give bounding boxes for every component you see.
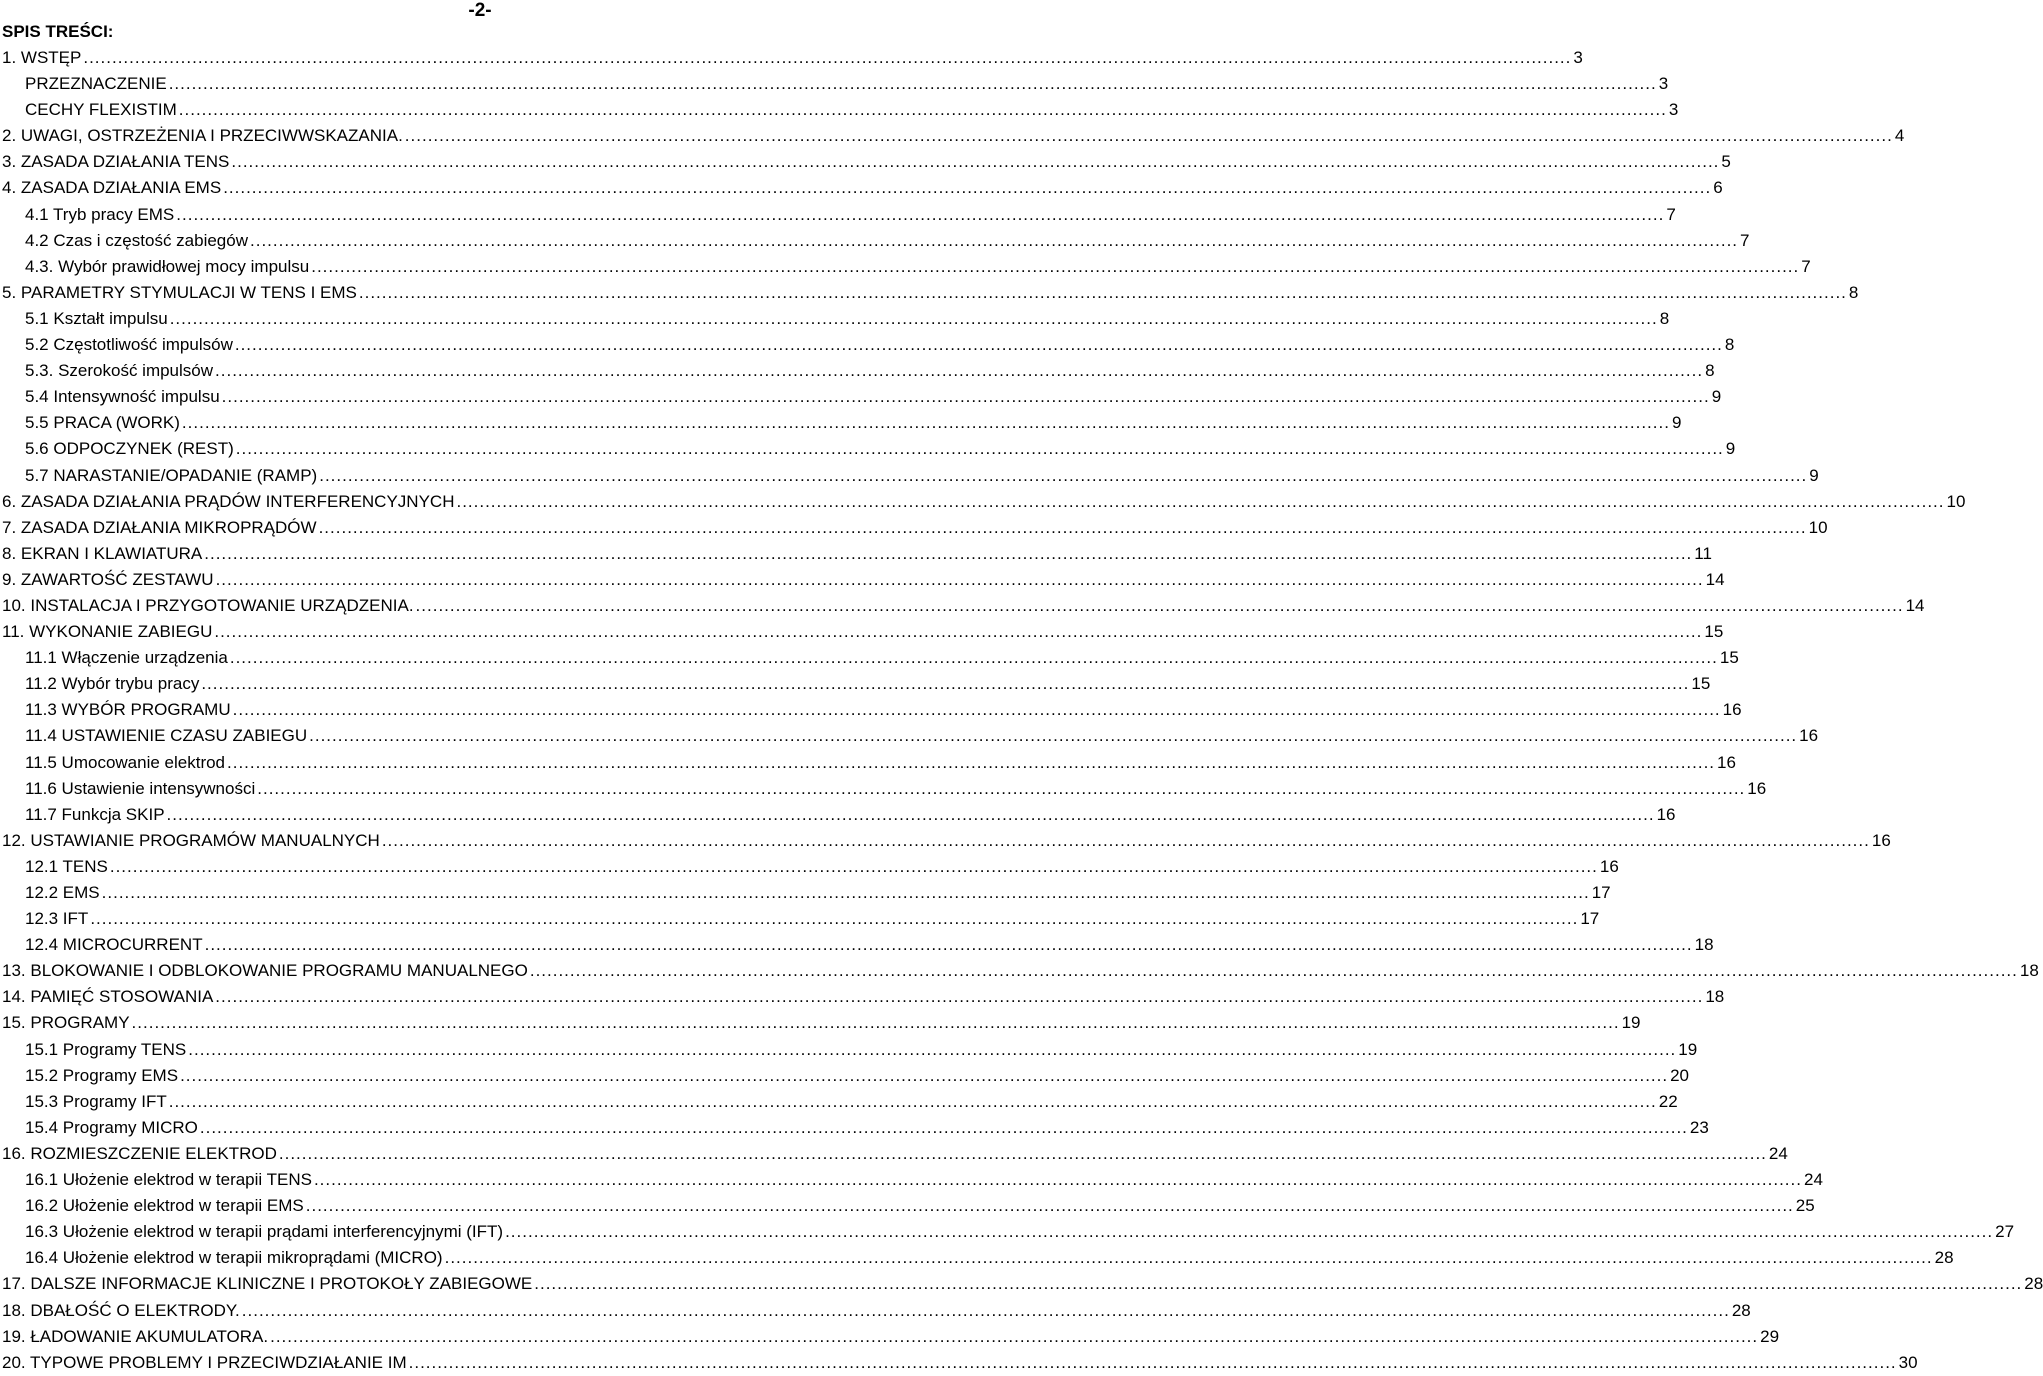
toc-entry-title: 9. ZAWARTOŚĆ ZESTAWU [2, 569, 214, 589]
toc-entry-page: 3 [1658, 74, 1669, 94]
toc-entry[interactable] [2, 306, 1670, 332]
toc-entry[interactable] [2, 410, 1682, 436]
toc-entry-page: 18 [2019, 961, 2039, 981]
toc-entry[interactable] [2, 123, 1905, 149]
toc-entry-title: CECHY FLEXISTIM [25, 100, 177, 120]
toc-entry[interactable] [2, 958, 2039, 984]
toc-entry-page: 19 [1621, 1013, 1641, 1033]
toc-entry-title: 16.1 Ułożenie elektrod w terapii TENS [25, 1170, 312, 1190]
toc-entry-title: 12.2 EMS [25, 883, 100, 902]
toc-entry[interactable] [2, 854, 1619, 880]
toc-entry-page: 19 [1678, 1039, 1698, 1059]
toc-entry-title: 5.6 ODPOCZYNEK (REST) [25, 439, 234, 459]
dot-leader [505, 1219, 1993, 1245]
dot-leader [270, 1324, 1758, 1350]
toc-entry-title: 16.2 Ułożenie elektrod w terapii EMS [25, 1196, 304, 1216]
dot-leader [311, 254, 1799, 280]
dot-leader [216, 567, 1704, 593]
toc-entry-title: 11.3 WYBÓR PROGRAMU [25, 700, 231, 720]
toc-entry[interactable] [2, 1245, 1954, 1271]
toc-entry-title: 18. DBAŁOŚĆ O ELEKTRODY. [2, 1300, 240, 1320]
dot-leader [233, 697, 1721, 723]
toc-entry-page: 11 [1694, 543, 1712, 563]
toc-entry[interactable] [2, 880, 1611, 906]
dot-leader [200, 1115, 1688, 1141]
toc-entry-title: 16.4 Ułożenie elektrod w terapii mikroprądami (MICRO) [25, 1248, 443, 1268]
toc-entry-page: 18 [1705, 987, 1725, 1007]
toc-entry[interactable] [2, 619, 1724, 645]
toc-entry[interactable] [2, 1193, 1815, 1219]
toc-entry-title: 15.1 Programy TENS [25, 1039, 187, 1059]
toc-entry-title: 10. INSTALACJA I PRZYGOTOWANIE URZĄDZENIA. [2, 595, 414, 615]
dot-leader [227, 750, 1715, 776]
dot-leader [180, 1063, 1668, 1089]
toc-entry[interactable] [2, 776, 1767, 802]
toc-entry-title: 3. ZASADA DZIAŁANIA TENS [2, 152, 230, 172]
toc-entry-title: 15.3 Programy IFT [25, 1091, 167, 1111]
toc-entry[interactable] [2, 1141, 1788, 1167]
dot-leader [250, 228, 1738, 254]
toc-entry-page: 8 [1848, 282, 1859, 302]
toc-entry-page: 16 [1599, 856, 1619, 876]
toc-entry-title: 5. PARAMETRY STYMULACJI W TENS I EMS [2, 282, 357, 302]
toc-entry-title: 11.1 Włączenie urządzenia [25, 648, 228, 668]
toc-entry-page: 25 [1795, 1196, 1815, 1216]
toc-heading: SPIS TREŚCI: [2, 22, 114, 41]
dot-leader [215, 358, 1703, 384]
toc-entry-title: 19. ŁADOWANIE AKUMULATORA. [2, 1326, 269, 1346]
toc-entry-page: 30 [1898, 1352, 1918, 1372]
toc-entry-title: 11.4 USTAWIENIE CZASU ZABIEGU [25, 726, 308, 746]
toc-entry[interactable] [2, 671, 1711, 697]
toc-entry-title: 8. EKRAN I KLAWIATURA [2, 543, 203, 563]
toc-entry-page: 18 [1694, 935, 1714, 955]
toc-entry[interactable] [2, 906, 1600, 932]
toc-entry-title: 12. USTAWIANIE PROGRAMÓW MANUALNYCH [2, 830, 380, 850]
dot-leader [110, 854, 1598, 880]
toc-entry[interactable] [2, 802, 1676, 828]
toc-entry-title: 5.3. Szerokość impulsów [25, 361, 214, 381]
toc-entry-title: PRZEZNACZENIE [25, 74, 167, 94]
dot-leader [167, 802, 1655, 828]
toc-entry[interactable] [2, 149, 1731, 175]
dot-leader [534, 1271, 2022, 1297]
toc-entry-page: 10 [1946, 491, 1966, 511]
dot-leader [223, 175, 1711, 201]
toc-entry-title: 7. ZASADA DZIAŁANIA MIKROPRĄDÓW [2, 517, 317, 537]
page-number: -2- [468, 0, 492, 21]
toc-entry-page: 7 [1666, 204, 1676, 224]
toc-entry[interactable] [2, 645, 1739, 671]
toc-entry-title: 11.6 Ustawienie intensywności [25, 778, 256, 798]
toc-entry[interactable] [2, 1037, 1698, 1063]
toc-entry-page: 3 [1573, 48, 1583, 67]
toc-entry[interactable] [2, 1167, 1823, 1193]
dot-leader [188, 1037, 1676, 1063]
toc-entry-title: 16.3 Ułożenie elektrod w terapii prądami interferencyjnymi (IFT) [25, 1222, 504, 1242]
dot-leader [90, 906, 1578, 932]
dot-leader [309, 723, 1797, 749]
dot-leader [416, 593, 1904, 619]
toc-entry-page: 14 [1705, 569, 1725, 589]
dot-leader [102, 880, 1590, 906]
toc-entry-page: 16 [1799, 726, 1819, 746]
toc-entry-page: 27 [1995, 1222, 2015, 1242]
toc-entry-title: 6. ZASADA DZIAŁANIA PRĄDÓW INTERFERENCYJNYCH [2, 491, 455, 511]
dot-leader [170, 306, 1658, 332]
toc-entry-page: 23 [1689, 1117, 1709, 1137]
toc-entry-title: 11.2 Wybór trybu pracy [25, 674, 200, 694]
toc-entry-title: 4.2 Czas i częstość zabiegów [25, 230, 248, 250]
toc-entry-title: 11. WYKONANIE ZABIEGU [2, 622, 213, 642]
dot-leader [179, 97, 1667, 123]
dot-leader [382, 828, 1870, 854]
toc-entry-title: 1. WSTĘP [2, 48, 82, 67]
toc-entry-title: 16. ROZMIESZCZENIE ELEKTROD [2, 1143, 277, 1163]
toc-entry[interactable] [2, 1089, 1678, 1115]
dot-leader [169, 71, 1657, 97]
toc-entry[interactable] [2, 1063, 1690, 1089]
toc-entry-page: 16 [1656, 804, 1676, 824]
toc-entry-page: 9 [1809, 465, 1819, 485]
toc-entry-title: 15. PROGRAMY [2, 1013, 130, 1033]
dot-leader [215, 984, 1703, 1010]
dot-leader [456, 489, 1944, 515]
toc-entry-page: 8 [1659, 308, 1670, 328]
toc-entry-page: 24 [1768, 1143, 1788, 1163]
toc-entry-page: 16 [1722, 700, 1742, 720]
toc-entry[interactable] [2, 515, 1828, 541]
toc-entry[interactable] [2, 593, 1925, 619]
toc-entry[interactable] [2, 175, 1723, 201]
toc-entry-page: 17 [1580, 909, 1600, 929]
toc-entry-title: 5.5 PRACA (WORK) [25, 413, 180, 433]
toc-entry[interactable] [2, 828, 1891, 854]
toc-entry[interactable] [2, 489, 1966, 515]
dot-leader [132, 1010, 1620, 1036]
toc-entry-page: 14 [1905, 595, 1925, 615]
toc-entry-page: 29 [1760, 1326, 1780, 1346]
toc-entry[interactable] [2, 280, 1859, 306]
toc-entry[interactable] [2, 697, 1742, 723]
toc-entry-title: 14. PAMIĘĆ STOSOWANIA [2, 987, 214, 1007]
toc-entry[interactable] [2, 1271, 2043, 1297]
toc-entry[interactable] [2, 1219, 2015, 1245]
dot-leader [222, 384, 1710, 410]
toc-entry[interactable] [2, 723, 1819, 749]
dot-leader [319, 515, 1807, 541]
toc-entry-title: 4.1 Tryb pracy EMS [25, 204, 175, 224]
toc-entry-page: 22 [1658, 1091, 1678, 1111]
toc-entry-title: 15.4 Programy MICRO [25, 1117, 198, 1137]
toc-entry-page: 17 [1591, 883, 1611, 902]
toc-entry-page: 28 [1731, 1300, 1751, 1320]
toc-entry[interactable] [2, 750, 1736, 776]
dot-leader [176, 202, 1664, 228]
toc-entry[interactable] [2, 932, 1714, 958]
toc-entry[interactable] [2, 984, 1725, 1010]
toc-entry-page: 15 [1704, 622, 1724, 642]
toc-entry-title: 13. BLOKOWANIE I ODBLOKOWANIE PROGRAMU MANUALNEGO [2, 961, 528, 981]
dot-leader [409, 1350, 1897, 1376]
toc-entry-page: 3 [1668, 100, 1679, 120]
toc-entry[interactable] [2, 1010, 1641, 1036]
dot-leader [319, 463, 1807, 489]
dot-leader [235, 332, 1723, 358]
toc-entry-title: 12.1 TENS [25, 856, 108, 876]
toc-entry-title: 12.4 MICROCURRENT [25, 935, 203, 955]
toc-entry[interactable] [2, 202, 1676, 228]
dot-leader [279, 1141, 1767, 1167]
dot-leader [530, 958, 2018, 984]
toc-entry[interactable] [2, 358, 1715, 384]
dot-leader [230, 645, 1718, 671]
toc-entry[interactable] [2, 463, 1819, 489]
toc-entry[interactable] [2, 1324, 1780, 1350]
dot-leader [306, 1193, 1794, 1219]
dot-leader [204, 541, 1692, 567]
toc-entry-page: 15 [1719, 648, 1739, 668]
dot-leader [182, 410, 1670, 436]
toc-entry[interactable] [2, 1350, 1918, 1376]
toc-entry[interactable] [2, 332, 1735, 358]
toc-entry-page: 10 [1808, 517, 1828, 537]
toc-entry[interactable] [2, 567, 1725, 593]
dot-leader [359, 280, 1847, 306]
toc-entry[interactable] [2, 228, 1750, 254]
toc-entry-title: 5.7 NARASTANIE/OPADANIE (RAMP) [25, 465, 318, 485]
toc-entry-title: 11.7 Funkcja SKIP [25, 804, 165, 824]
toc-entry-title: 5.1 Kształt impulsu [25, 308, 168, 328]
toc-entry-page: 7 [1801, 256, 1811, 276]
toc-entry-page: 4 [1894, 126, 1905, 146]
toc-entry-page: 16 [1717, 752, 1736, 772]
toc-entry-title: 5.2 Częstotliwość impulsów [25, 335, 233, 355]
toc-entry-title: 4. ZASADA DZIAŁANIA EMS [2, 178, 222, 198]
toc-entry[interactable] [2, 254, 1811, 280]
dot-leader [83, 45, 1571, 71]
dot-leader [214, 619, 1702, 645]
table-of-contents [2, 45, 2043, 1376]
dot-leader [231, 149, 1719, 175]
toc-entry[interactable] [2, 1298, 1751, 1324]
dot-leader [169, 1089, 1657, 1115]
dot-leader [242, 1298, 1730, 1324]
dot-leader [405, 123, 1893, 149]
toc-entry-page: 9 [1711, 387, 1722, 407]
toc-entry-page: 6 [1713, 178, 1723, 198]
toc-entry-title: 4.3. Wybór prawidłowej mocy impulsu [25, 256, 310, 276]
dot-leader [314, 1167, 1802, 1193]
dot-leader [201, 671, 1689, 697]
toc-entry-title: 20. TYPOWE PROBLEMY I PRZECIWDZIAŁANIE IM [2, 1352, 407, 1372]
toc-entry-title: 15.2 Programy EMS [25, 1065, 179, 1085]
toc-entry[interactable] [2, 436, 1736, 462]
toc-entry-page: 5 [1721, 152, 1731, 172]
toc-entry-page: 9 [1725, 439, 1736, 459]
toc-entry-page: 8 [1705, 361, 1715, 381]
dot-leader [445, 1245, 1933, 1271]
toc-entry-page: 8 [1724, 335, 1735, 355]
toc-entry-page: 28 [1934, 1248, 1954, 1268]
dot-leader [257, 776, 1745, 802]
toc-entry-page: 16 [1871, 830, 1891, 850]
toc-entry-page: 20 [1670, 1065, 1690, 1085]
toc-entry-page: 28 [2024, 1274, 2043, 1294]
toc-entry[interactable] [2, 384, 1722, 410]
toc-entry[interactable] [2, 71, 1669, 97]
toc-entry-title: 2. UWAGI, OSTRZEŻENIA I PRZECIWWSKAZANIA. [2, 126, 403, 146]
dot-leader [236, 436, 1724, 462]
toc-entry-title: 12.3 IFT [25, 909, 89, 929]
toc-entry[interactable] [2, 1115, 1709, 1141]
toc-entry-title: 11.5 Umocowanie elektrod [25, 752, 226, 772]
toc-entry-title: 5.4 Intensywność impulsu [25, 387, 220, 407]
toc-entry-page: 9 [1671, 413, 1682, 433]
toc-entry-page: 16 [1747, 778, 1767, 798]
toc-entry[interactable] [2, 45, 1583, 71]
dot-leader [205, 932, 1693, 958]
toc-entry-page: 24 [1803, 1170, 1823, 1190]
toc-entry-page: 7 [1740, 230, 1750, 250]
toc-entry-title: 17. DALSZE INFORMACJE KLINICZNE I PROTOKOŁY ZABIEGOWE [2, 1274, 533, 1294]
toc-entry[interactable] [2, 97, 1679, 123]
toc-entry[interactable] [2, 541, 1712, 567]
toc-entry-page: 15 [1691, 674, 1711, 694]
